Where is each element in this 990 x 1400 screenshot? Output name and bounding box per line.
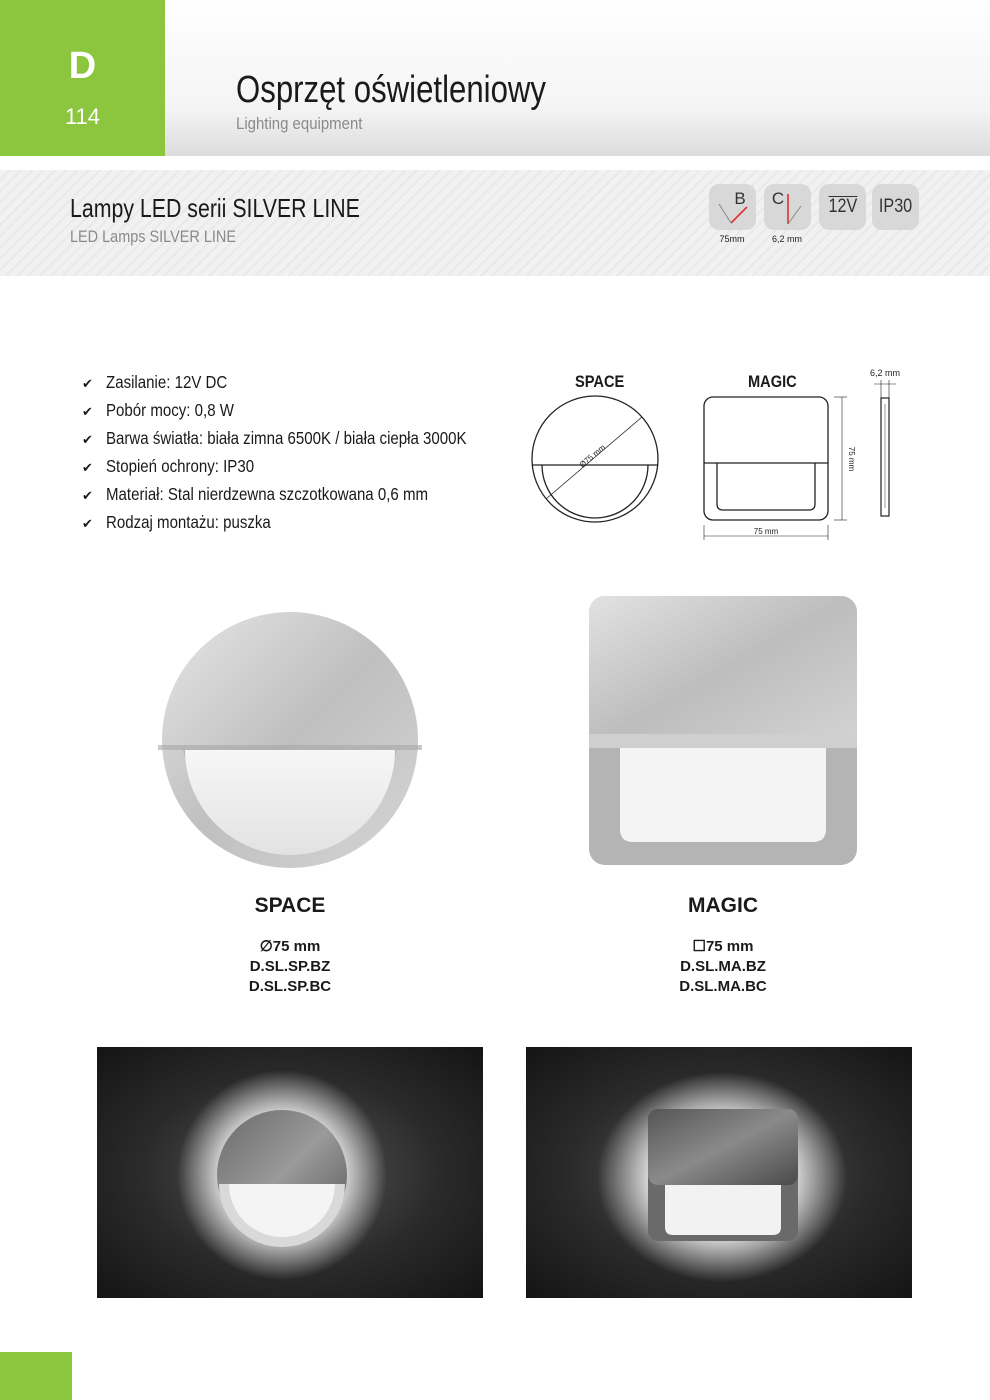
- page-title: Osprzęt oświetleniowy: [236, 69, 546, 111]
- dimension-c-icon: [764, 184, 811, 230]
- badge-c-letter: C: [771, 189, 785, 208]
- space-size: ∅75 mm: [259, 938, 321, 955]
- width-badge: [709, 184, 756, 230]
- check-icon: ✔: [82, 516, 93, 531]
- check-icon: ✔: [82, 432, 93, 447]
- spec-list: [82, 369, 525, 537]
- magic-installed-render: [526, 1047, 912, 1298]
- ip-badge: [872, 184, 919, 230]
- spec-item: ✔ Rodzaj montażu: puszka: [82, 509, 525, 537]
- badge-b-letter: B: [734, 189, 746, 208]
- check-icon: ✔: [82, 460, 93, 475]
- depth-badge-caption: 6,2 mm: [771, 234, 802, 244]
- voltage-label: 12V: [828, 196, 857, 217]
- magic-height-label: 75 mm: [847, 446, 856, 472]
- check-icon: ✔: [82, 376, 93, 391]
- space-drawing-label: SPACE: [575, 372, 625, 391]
- magic-name: MAGIC: [688, 894, 758, 917]
- space-installed-photo: [97, 1047, 483, 1298]
- dimension-b-icon: [709, 184, 756, 230]
- space-drawing: [520, 395, 670, 525]
- space-code-bc: D.SL.SP.BC: [248, 978, 332, 995]
- magic-product-image: [587, 594, 859, 867]
- depth-badge: [764, 184, 811, 230]
- voltage-badge: [819, 184, 866, 230]
- space-name: SPACE: [254, 894, 326, 917]
- section-tab: [0, 0, 165, 156]
- magic-width-label: 75 mm: [753, 527, 779, 536]
- space-product-image: [155, 610, 430, 875]
- width-badge-caption: 75mm: [719, 234, 745, 244]
- space-diameter-label: Ø75 mm: [577, 442, 608, 470]
- depth-label: 6,2 mm: [870, 368, 901, 378]
- spec-item: ✔ Stopień ochrony: IP30: [82, 453, 525, 481]
- magic-code-bc: D.SL.MA.BC: [679, 978, 767, 995]
- footer-accent-tab: [0, 1352, 72, 1400]
- spec-item: ✔ Zasilanie: 12V DC: [82, 369, 525, 397]
- section-letter: D: [68, 45, 97, 87]
- spec-item: ✔ Barwa światła: biała zimna 6500K / biała ciepła 3000K: [82, 425, 525, 453]
- series-title: Lampy LED serii SILVER LINE: [70, 193, 360, 223]
- magic-drawing: [695, 388, 865, 543]
- spec-item: ✔ Pobór mocy: 0,8 W: [82, 397, 525, 425]
- space-code-bz: D.SL.SP.BZ: [249, 958, 331, 975]
- ip-label: IP30: [878, 196, 913, 217]
- magic-installed-photo: [526, 1047, 912, 1298]
- check-icon: ✔: [82, 404, 93, 419]
- space-installed-render: [97, 1047, 483, 1298]
- check-icon: ✔: [82, 488, 93, 503]
- magic-size: ☐75 mm: [692, 938, 754, 955]
- magic-code-bz: D.SL.MA.BZ: [680, 958, 766, 975]
- side-profile-drawing: [872, 378, 902, 524]
- page-number: 114: [64, 104, 101, 129]
- spec-item: ✔ Materiał: Stal nierdzewna szczotkowana 0,6 mm: [82, 481, 525, 509]
- page-subtitle: Lighting equipment: [236, 114, 363, 133]
- magic-drawing-label: MAGIC: [747, 372, 797, 391]
- series-subtitle: LED Lamps SILVER LINE: [70, 227, 236, 246]
